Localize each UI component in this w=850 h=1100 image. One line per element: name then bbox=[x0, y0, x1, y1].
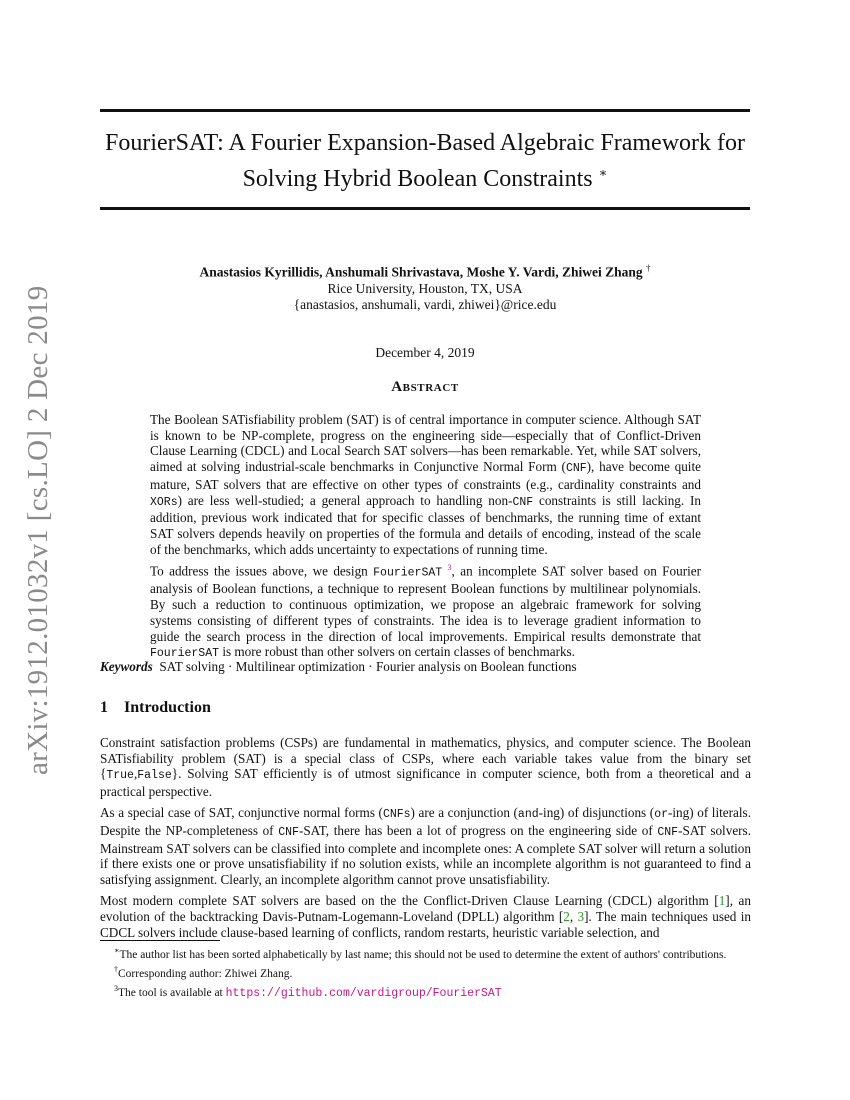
footnotes bbox=[100, 944, 751, 1001]
footnote-1: ∗The author list has been sorted alphabetically by last name; this should not be used to determine the extent of authors' contributions. bbox=[114, 946, 727, 961]
citation-2[interactable]: 2 bbox=[563, 908, 570, 924]
abstract-body bbox=[150, 412, 701, 665]
keywords-text: SAT solving · Multilinear optimization · Fourier analysis on Boolean functions bbox=[159, 659, 577, 674]
author-names: Anastasios Kyrillidis, Anshumali Shrivastava, Moshe Y. Vardi, Zhiwei Zhang bbox=[199, 264, 643, 280]
github-link[interactable]: https://github.com/vardigroup/FourierSAT bbox=[225, 986, 502, 1000]
paper-title bbox=[100, 128, 750, 194]
intro-paragraph-3: Most modern complete SAT solvers are based on the the Conflict-Driven Clause Learning (CDCL) algorithm [1], an evolution of the backtracking Davis-Putnam-Logemann-Loveland (DPLL) algorithm [2, 3]. The main techniques used in CDCL solvers include clause-based learning of conflicts, random restarts, heuristic variable selection, and bbox=[100, 893, 751, 940]
citation-3[interactable]: 3 bbox=[577, 908, 585, 924]
author-affiliation: Rice University, Houston, TX, USA bbox=[327, 280, 523, 296]
citation-1[interactable]: 1 bbox=[718, 893, 726, 909]
footnote-ref-3[interactable]: 3 bbox=[447, 563, 452, 573]
title-line-1: FourierSAT: A Fourier Expansion-Based Algebraic Framework for bbox=[104, 130, 746, 156]
title-bottom-rule bbox=[100, 207, 750, 210]
footnote-3: $^3$The tool is available at https://github.com/vardigroup/FourierSAT bbox=[114, 983, 502, 1000]
intro-paragraph-1: Constraint satisfaction problems (CSPs) are fundamental in mathematics, physics, and computer science. The Boolean SATisfiability problem (SAT) is a special class of CSPs, where each variable takes value from the binary set {True,False}. Solving SAT efficiently is of utmost significance in computer science, both from a theoretical and a practical perspective. bbox=[100, 735, 751, 799]
paper-date: December 4, 2019 bbox=[375, 345, 475, 360]
title-line-2: Solving Hybrid Boolean Constraints bbox=[242, 166, 593, 192]
keywords bbox=[100, 659, 577, 675]
introduction-body bbox=[100, 735, 751, 946]
section-heading-introduction bbox=[100, 699, 211, 717]
abstract-heading: Abstract bbox=[391, 379, 459, 395]
arxiv-identifier-stamp: arXiv:1912.01032v1 [cs.LO] 2 Dec 2019 bbox=[22, 285, 54, 775]
abstract-paragraph-2: To address the issues above, we design FourierSAT $^3$, an incomplete SAT solver based on Fourier analysis of Boolean functions, a technique to represent Boolean functions by multilinear polynomials. By such a reduction to continuous optimization, we propose an algebraic framework for solving systems consisting of different types of constraints. The idea is to leverage gradient information to guide the search process in the direction of local improvements. Empirical results demonstrate that FourierSAT is more robust than other solvers on certain classes of benchmarks. bbox=[150, 563, 702, 661]
author-footnote-mark: † bbox=[645, 263, 651, 273]
section-number: 1 bbox=[100, 699, 108, 716]
keywords-label: Keywords bbox=[100, 659, 153, 674]
section-title: Introduction bbox=[124, 699, 211, 716]
author-email: {anastasios, anshumali, vardi, zhiwei}@rice.edu bbox=[293, 296, 557, 312]
title-top-rule bbox=[100, 109, 750, 112]
footnote-rule bbox=[100, 940, 220, 941]
footnote-2: †Corresponding author: Zhiwei Zhang. bbox=[114, 964, 293, 980]
author-block bbox=[100, 260, 750, 313]
abstract-paragraph-1: The Boolean SATisfiability problem (SAT) is of central importance in computer science. Although SAT is known to be NP-complete, progress on the engineering side—especially that of Conflict-Driven Clause Learning (CDCL) and Local Search SAT solvers—has been remarkable. Yet, while SAT solvers, aimed at solving industrial-scale benchmarks in Conjunctive Normal Form (CNF), have become quite mature, SAT solvers that are effective on other types of constraints (e.g., cardinality constraints and XORs) are less well-studied; a general approach to handling non-CNF constraints is still lacking. In addition, previous work indicated that for specific classes of benchmarks, the running time of extant SAT solvers depends heavily on properties of the formula and details of encoding, instead of the scale of the benchmarks, which adds uncertainty to expectations of running time. bbox=[150, 412, 701, 557]
intro-paragraph-2: As a special case of SAT, conjunctive normal forms (CNFs) are a conjunction (and-ing) of disjunctions (or-ing) of literals. Despite the NP-completeness of CNF-SAT, there has been a lot of progress on the engineering side of CNF-SAT solvers. Mainstream SAT solvers can be classified into complete and incomplete ones: A complete SAT solver will return a solution if there exists one or prove unsatisfiability if no solution exists, while an incomplete algorithm is not guaranteed to find a satisfying assignment. Clearly, an incomplete algorithm cannot prove unsatisfiability. bbox=[100, 805, 751, 887]
title-footnote-mark: ∗ bbox=[598, 165, 608, 180]
